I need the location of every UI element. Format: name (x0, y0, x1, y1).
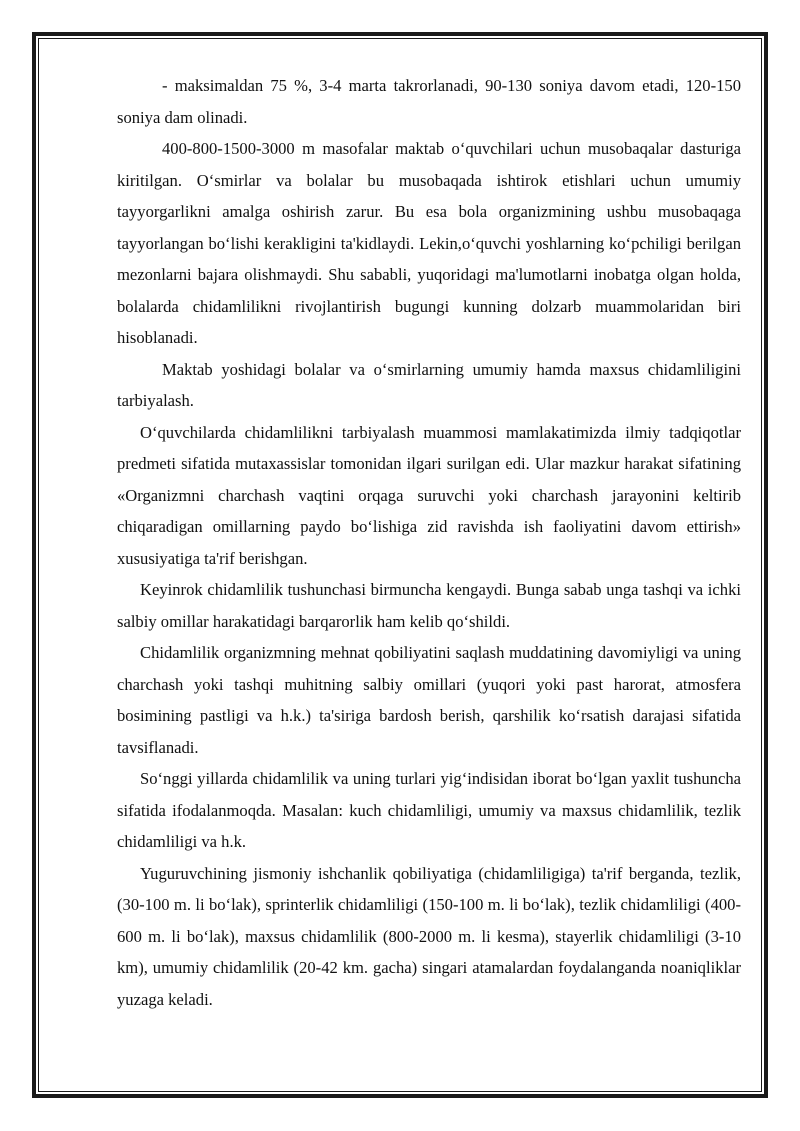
paragraph-masofalar: 400-800-1500-3000 m masofalar maktab o‘quvchilari uchun musobaqalar dasturiga kiritilgan. O‘smirlar va bolalar bu musobaqada ishtirok etishlari uchun umumiy tayyorgarlikni amalga oshirish zarur. Bu esa bola organizmining ushbu musobaqaga tayyorlangan bo‘lishi kerakligini ta'kidlaydi. Lekin,o‘quvchi yoshlarning ko‘pchiligi berilgan mezonlarni bajara olishmaydi. Shu sababli, yuqoridagi ma'lumotlarni inobatga olgan holda, bolalarda chidamlilikni rivojlantirish bugungi kunning dolzarb muammolaridan biri hisoblanadi. (117, 139, 741, 347)
paragraph-muammo: O‘quvchilarda chidamlilikni tarbiyalash muammosi mamlakatimizda ilmiy tadqiqotlar predmeti sifatida mutaxassislar tomonidan ilgari surilgan edi. Ular mazkur harakat sifatining «Organizmni charchash vaqtini orqaga suruvchi yoki charchash jarayonini keltirib chiqaradigan omillarning paydo bo‘lishiga zid ravishda ish faoliyatini davom ettirish» xususiyatiga ta'rif berishgan. (117, 422, 741, 568)
paragraph-chidamlilik-tavsif: Chidamlilik organizmning mehnat qobiliyatini saqlash muddatining davomiyligi va uning charchash yoki tashqi muhitning salbiy omillari (yuqori yoki past harorat, atmosfera bosimining pastligi va h.k.) ta'siriga bardosh berish, qarshilik ko‘rsatish darajasi sifatida tavsiflanadi. (117, 643, 741, 757)
paragraph-tushuncha-kengaydi: Keyinrok chidamlilik tushunchasi birmuncha kengaydi. Bunga sabab unga tashqi va ichki salbiy omillar harakatidagi barqarorlik ham kelib qo‘shildi. (117, 580, 741, 631)
document-body (117, 70, 741, 1015)
paragraph-turlari: So‘nggi yillarda chidamlilik va uning turlari yig‘indisidan iborat bo‘lgan yaxlit tushuncha sifatida ifodalanmoqda. Masalan: kuch chidamliligi, umumiy va maxsus chidamlilik, tezlik chidamliligi va h.k. (117, 769, 741, 851)
paragraph-yuguruvchi: Yuguruvchining jismoniy ishchanlik qobiliyatiga (chidamliligiga) ta'rif berganda, tezlik, (30-100 m. li bo‘lak), sprinterlik chidamliligi (150-100 m. li bo‘lak), tezlik chidamliligi (400-600 m. li bo‘lak), maxsus chidamlilik (800-2000 m. li kesma), stayerlik chidamliligi (3-10 km), umumiy chidamlilik (20-42 km. gacha) singari atamalardan foydalanganda noaniqliklar yuzaga keladi. (117, 863, 741, 1009)
paragraph-maksimaldan: - maksimaldan 75 %, 3-4 marta takrorlanadi, 90-130 soniya davom etadi, 120-150 soniya dam olinadi. (117, 76, 741, 127)
paragraph-subheading-tarbiyalash: Maktab yoshidagi bolalar va o‘smirlarning umumiy hamda maxsus chidamliligini tarbiyalash. (117, 359, 741, 410)
